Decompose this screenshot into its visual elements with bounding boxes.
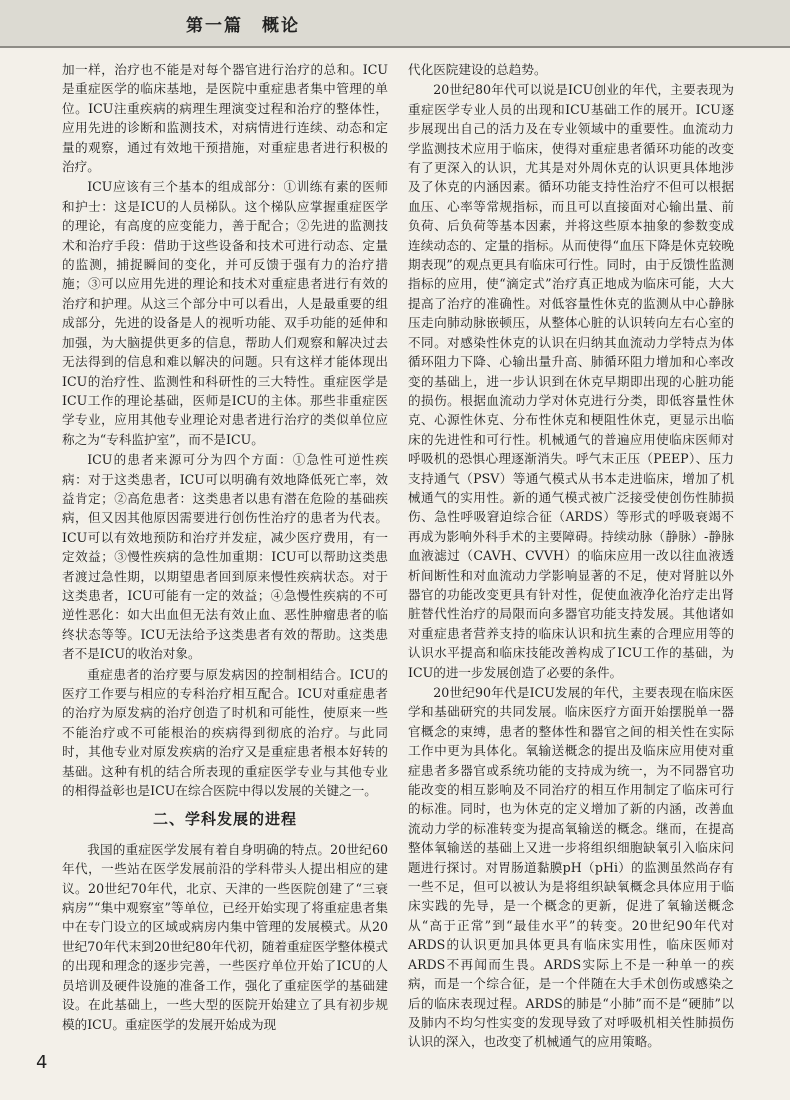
left-column: [62, 60, 388, 1035]
chapter-title: 第一篇 概论: [186, 16, 300, 36]
paragraph: 20世纪90年代是ICU发展的年代，主要表现在临床医学和基础研究的共同发展。临床医疗方面开始摆脱单一器官概念的束缚，患者的整体性和器官之间的相关性在实际工作中更为具体化。氧输送概念的提出及临床应用使对重症患者多器官或系统功能的支持成为统一，为不同器官功能改变的相互影响及不同治疗的相互作用制定了临床可行的标准。同时，也为休克的定义增加了新的内涵，改善血流动力学的标准转变为提高氧输送的概念。继而，在提高整体氧输送的基础上又进一步将组织细胞缺氧引入临床问题进行探讨。对胃肠道黏膜pH（pHi）的监测虽然尚存有一些不足，但可以被认为是将组织缺氧概念具体应用于临床实践的先导，是一个概念的更新，促进了氧输送概念从“高于正常”到“最佳水平”的转变。20世纪90年代对ARDS的认识更加具体更具有临床实用性，临床医师对ARDS不再闻而生畏。ARDS实际上不是一种单一的疾病，而是一个综合征，是一个伴随在大手术创伤或感染之后的临床表现过程。ARDS的肺是“小肺”而不是“硬肺”以及肺内不均匀性实变的发现导致了对呼吸机相关性肺损伤认识的深入，也改变了机械通气的应用策略。: [408, 685, 734, 1050]
paragraph: 加一样，治疗也不能是对每个器官进行治疗的总和。ICU是重症医学的临床基地，是医院中重症患者集中管理的单位。ICU注重疾病的病理生理演变过程和治疗的整体性，应用先进的诊断和监测技术，对病情进行连续、动态和定量的观察，通过有效地干预措施，对重症患者进行积极的治疗。: [62, 62, 388, 175]
page-header: [0, 0, 790, 48]
paragraph: 重症患者的治疗要与原发病因的控制相结合。ICU的医疗工作要与相应的专科治疗相互配合。ICU对重症患者的治疗为原发病的治疗创造了时机和可能性，使原来一些不能治疗或不可能根治的疾病得到彻底的治疗。与此同时，其他专业对原发疾病的治疗又是重症患者根本好转的基础。这种有机的结合所表现的重症医学专业与其他专业的相得益彰也是ICU在综合医院中得以发展的关键之一。: [62, 666, 388, 799]
paragraph: 我国的重症医学发展有着自身明确的特点。20世纪60年代，一些站在医学发展前沿的学科带头人提出相应的建议。20世纪70年代，北京、天津的一些医院创建了“三衰病房”“集中观察室”等单位，已经开始实现了将重症患者集中在专门设立的区域或病房内集中管理的发展模式。从20世纪70年代末到20世纪80年代初，随着重症医学整体模式的出现和理念的逐步完善，一些医疗单位开始了ICU的人员培训及硬件设施的准备工作，强化了重症医学的基础建设。在此基础上，一些大型的医院开始建立了具有初步规模的ICU。重症医学的发展开始成为现: [62, 841, 388, 1032]
page-number: 4: [36, 1052, 48, 1073]
paragraph: ICU应该有三个基本的组成部分：①训练有素的医师和护士：这是ICU的人员梯队。这个梯队应掌握重症医学的理论，有高度的应变能力，善于配合；②先进的监测技术和治疗手段：借助于这些设备和技术可进行动态、定量的监测，捕捉瞬间的变化，并可反馈于强有力的治疗措施；③可以应用先进的理论和技术对重症患者进行有效的治疗和护理。从这三个部分中可以看出，人是最重要的组成部分，先进的设备是人的视听功能、双手功能的延伸和加强，为大脑提供更多的信息，帮助人们观察和解决过去无法得到的信息和难以解决的问题。只有这样才能体现出ICU的治疗性、监测性和科研性的三大特性。重症医学是ICU工作的理论基础，医师是ICU的主体。那些非重症医学专业，应用其他专业理论对患者进行治疗的类似单位应称之为“专科监护室”，而不是ICU。: [62, 179, 388, 447]
paragraph: ICU的患者来源可分为四个方面：①急性可逆性疾病：对于这类患者，ICU可以明确有效地降低死亡率，效益肯定；②高危患者：这类患者以患有潜在危险的基础疾病，但又因其他原因需要进行创伤性治疗的患者为代表。ICU可以有效地预防和治疗并发症，减少医疗费用，有一定效益；③慢性疾病的急性加重期：ICU可以帮助这类患者渡过急性期，以期望患者回到原来慢性疾病状态。对于这类患者，ICU可能有一定的效益；④急慢性疾病的不可逆性恶化：如大出血但无法有效止血、恶性肿瘤患者的临终状态等等。ICU无法给予这类患者有效的帮助。这类患者不是ICU的收治对象。: [62, 452, 388, 662]
paragraph: 20世纪80年代可以说是ICU创业的年代，主要表现为重症医学专业人员的出现和ICU基础工作的展开。ICU逐步展现出自己的活力及在专业领域中的重要性。血流动力学监测技术应用于临床，使得对重症患者循环功能的改变有了更深入的认识，尤其是对外周休克的认识更具体地涉及了休克的内涵因素。循环功能支持性治疗不但可以根据血压、心率等常规指标，而且可以直接面对心输出量、前负荷、后负荷等基本因素，并将这些原本抽象的参数变成连续动态的、定量的指标。从而使得“血压下降是休克较晚期表现”的观点更具有临床可行性。同时，由于反馈性监测指标的应用，使“滴定式”治疗真正地成为临床可能，大大提高了治疗的准确性。对低容量性休克的监测从中心静脉压走向肺动脉嵌顿压，从整体心脏的认识转向左右心室的不同。对感染性休克的认识在归纳其血流动力学特点为体循环阻力下降、心输出量升高、肺循环阻力增加和心率改变的基础上，进一步认识到在休克早期即出现的心脏功能的损伤。根据血流动力学对休克进行分类，即低容量性休克、心源性休克、分布性休克和梗阻性休克，更显示出临床的先进性和可行性。机械通气的普遍应用使临床医师对呼吸机的恐惧心理逐渐消失。呼气末正压（PEEP）、压力支持通气（PSV）等通气模式从书本走进临床，增加了机械通气的实用性。新的通气模式被广泛接受使创伤性肺损伤、急性呼吸窘迫综合征（ARDS）等形式的呼吸衰竭不再成为影响外科手术的主要障碍。持续动脉（静脉）-静脉血液滤过（CAVH、CVVH）的临床应用一改以往血液透析间断性和对血流动力学影响显著的不足，使对肾脏以外器官的功能改变更具有针对性，促使血液净化治疗走出肾脏替代性治疗的局限而向多器官功能支持发展。其他诸如对重症患者营养支持的临床认识和抗生素的合理应用等的认识水平提高和临床技能改善构成了ICU工作的基础，为ICU的进一步发展创造了必要的条件。: [408, 82, 734, 680]
paragraph: 代化医院建设的总趋势。: [408, 62, 547, 77]
right-column: [408, 60, 734, 1053]
section-heading: 二、学科发展的进程: [152, 810, 297, 829]
